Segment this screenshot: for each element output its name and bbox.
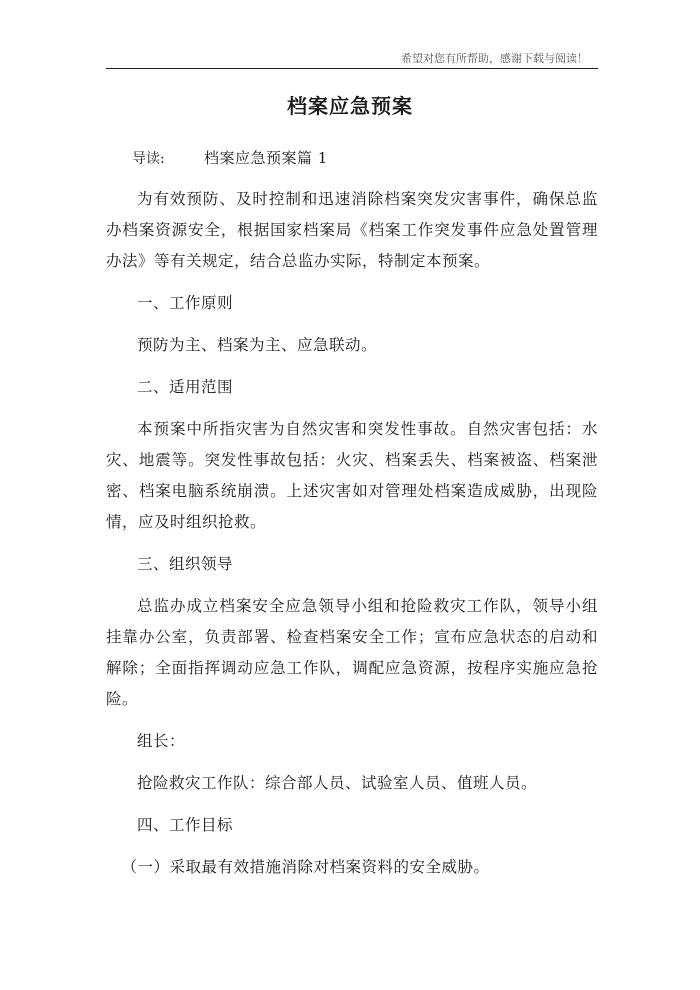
paragraph-organization: 总监办成立档案安全应急领导小组和抢险救灾工作队，领导小组挂靠办公室，负责部署、检查档案安全工作；宣布应急状态的启动和解除；全面指挥调动应急工作队，调配应急资源，按程序实施应急抢险。 <box>106 597 598 708</box>
section-heading-principles: 一、工作原则 <box>137 294 234 312</box>
section-heading-goals: 四、工作目标 <box>137 816 234 834</box>
lead-label: 导读: <box>132 151 165 167</box>
paragraph-team-leader: 组长： <box>137 732 186 750</box>
section-heading-scope: 二、适用范围 <box>137 378 234 396</box>
document-title: 档案应急预案 <box>287 94 413 118</box>
section-heading-organization: 三、组织领导 <box>137 555 234 573</box>
paragraph-rescue-team: 抢险救灾工作队：综合部人员、试验室人员、值班人员。 <box>137 774 538 792</box>
header-rule <box>106 68 598 69</box>
paragraph-scope: 本预案中所指灾害为自然灾害和突发性事故。自然灾害包括：水灾、地震等。突发性事故包括：火灾、档案丢失、档案被盗、档案泄密、档案电脑系统崩溃。上述灾害如对管理处档案造成威胁，出现险情，应及时组织抢救。 <box>106 420 598 531</box>
lead-line <box>132 147 328 168</box>
lead-text: 档案应急预案篇 1 <box>204 149 328 167</box>
paragraph-principles: 预防为主、档案为主、应急联动。 <box>137 336 378 354</box>
document-body <box>106 184 598 883</box>
paragraph-goal-1: （一）采取最有效措施消除对档案资料的安全威胁。 <box>121 858 490 876</box>
header-note: 希望对您有所帮助，感谢下载与阅读！ <box>401 52 588 65</box>
paragraph-intro: 为有效预防、及时控制和迅速消除档案突发灾害事件，确保总监办档案资源安全，根据国家档案局《档案工作突发事件应急处置管理办法》等有关规定，结合总监办实际，特制定本预案。 <box>106 190 598 270</box>
